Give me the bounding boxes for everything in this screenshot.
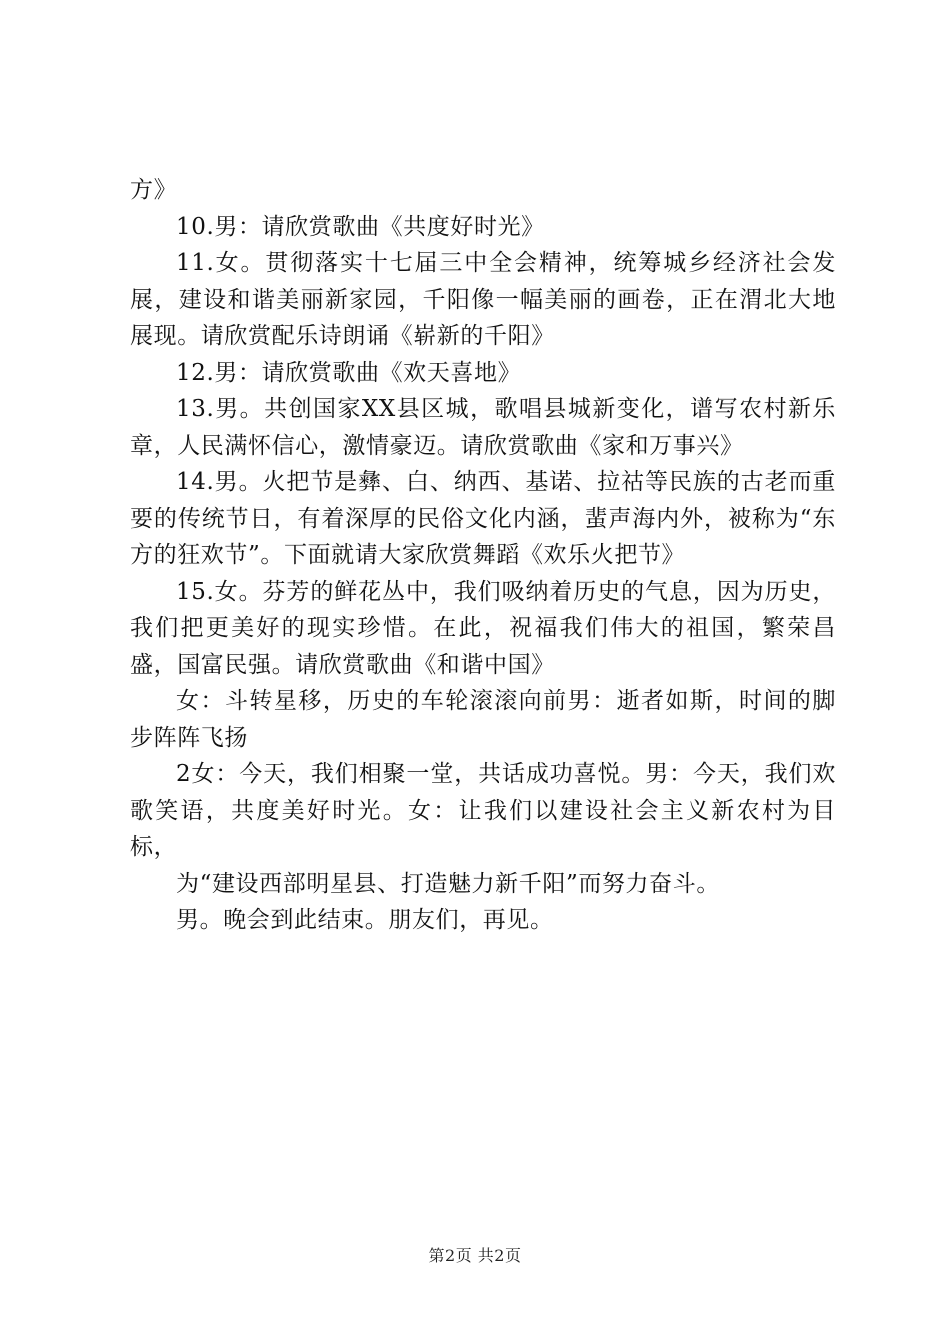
paragraph: 2女：今天，我们相聚一堂，共话成功喜悦。男：今天，我们欢歌笑语，共度美好时光。女：让我们以建设社会主义新农村为目标，: [130, 761, 836, 860]
paragraph: 11.女。贯彻落实十七届三中全会精神，统筹城乡经济社会发展，建设和谐美丽新家园，千阳像一幅美丽的画卷，正在渭北大地展现。请欣赏配乐诗朗诵《崭新的千阳》: [130, 250, 836, 349]
paragraph: 10.男：请欣赏歌曲《共度好时光》: [176, 213, 545, 240]
paragraph: 为“建设西部明星县、打造魅力新千阳”而努力奋斗。: [176, 870, 720, 897]
paragraph: 女：斗转星移，历史的车轮滚滚向前男：逝者如斯，时间的脚步阵阵飞扬: [130, 688, 836, 751]
paragraph: 男。晚会到此结束。朋友们，再见。: [176, 907, 554, 933]
paragraph: 13.男。共创国家XX县区城，歌唱县城新变化，谱写农村新乐章，人民满怀信心，激情豪迈。请欣赏歌曲《家和万事兴》: [130, 396, 836, 459]
paragraph: 14.男。火把节是彝、白、纳西、基诺、拉祜等民族的古老而重要的传统节日，有着深厚的民俗文化内涵，蜚声海内外，被称为“东方的狂欢节”。下面就请大家欣赏舞蹈《欢乐火把节》: [130, 469, 836, 568]
paragraph: 12.男：请欣赏歌曲《欢天喜地》: [176, 359, 522, 386]
paragraph: 15.女。芬芳的鲜花丛中，我们吸纳着历史的气息，因为历史，我们把更美好的现实珍惜。在此，祝福我们伟大的祖国，繁荣昌盛，国富民强。请欣赏歌曲《和谐中国》: [130, 578, 836, 678]
document-body: [130, 172, 836, 939]
paragraph: 方》: [130, 177, 178, 203]
page-footer: 第2页 共2页: [428, 1246, 522, 1265]
